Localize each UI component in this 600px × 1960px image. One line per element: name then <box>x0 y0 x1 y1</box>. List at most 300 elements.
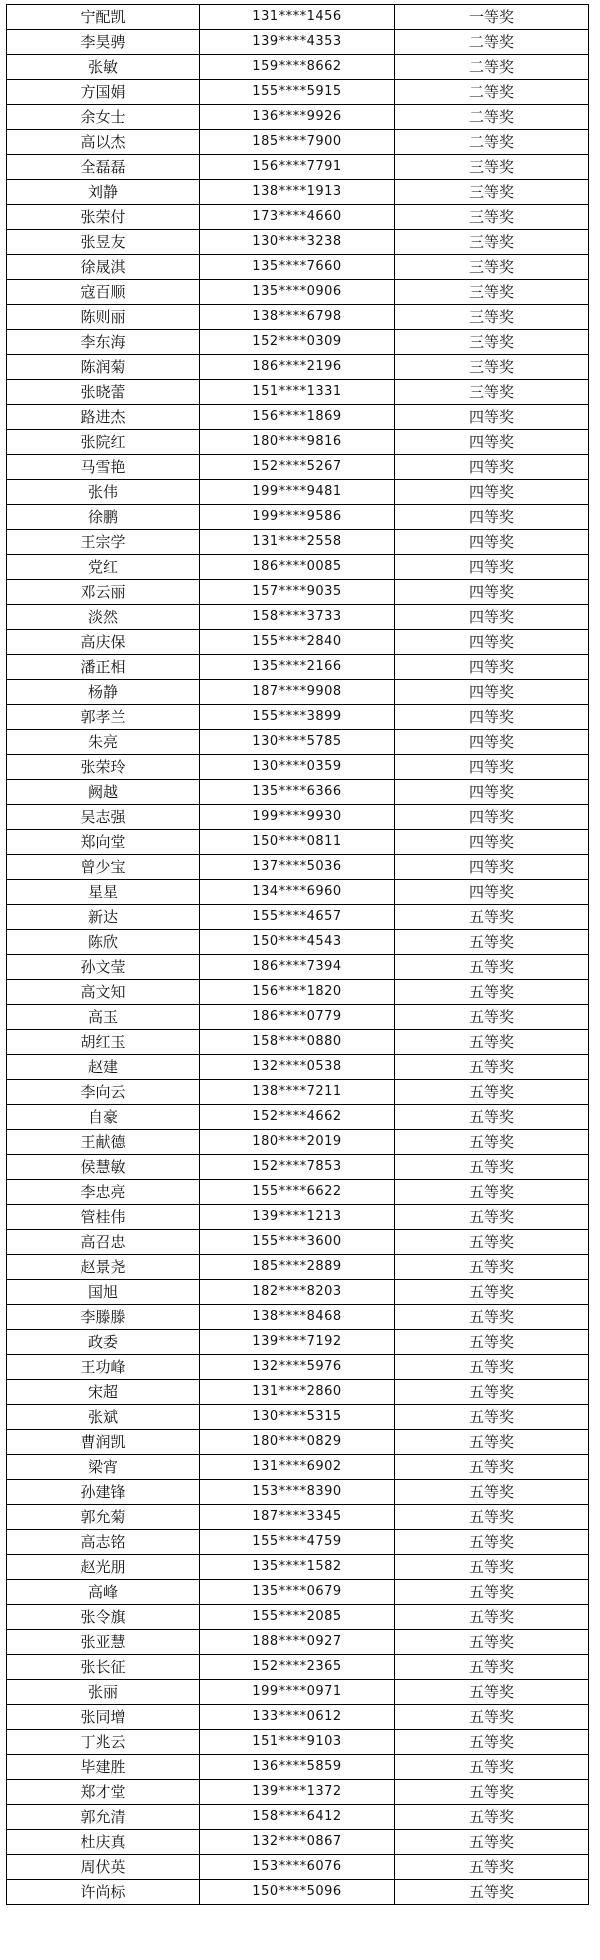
table-row <box>7 580 589 605</box>
winner-name-cell: 宋超 <box>7 1380 200 1405</box>
winner-prize-cell: 四等奖 <box>395 780 589 805</box>
winner-prize-cell: 五等奖 <box>395 1130 589 1155</box>
winner-phone-cell: 139****1372 <box>200 1780 395 1805</box>
winner-prize-cell: 四等奖 <box>395 655 589 680</box>
winner-prize-cell: 五等奖 <box>395 905 589 930</box>
table-row <box>7 1730 589 1755</box>
table-row <box>7 980 589 1005</box>
winner-prize-cell: 三等奖 <box>395 380 589 405</box>
table-row <box>7 180 589 205</box>
table-row <box>7 1705 589 1730</box>
winner-prize-cell: 五等奖 <box>395 1655 589 1680</box>
winner-name-cell: 张晓蕾 <box>7 380 200 405</box>
table-row <box>7 1055 589 1080</box>
winner-name-cell: 李滕滕 <box>7 1305 200 1330</box>
winners-sheet <box>6 4 588 1905</box>
winner-name-cell: 阙越 <box>7 780 200 805</box>
winner-prize-cell: 三等奖 <box>395 155 589 180</box>
table-row <box>7 1755 589 1780</box>
winner-phone-cell: 157****9035 <box>200 580 395 605</box>
winner-prize-cell: 四等奖 <box>395 730 589 755</box>
winner-phone-cell: 131****1456 <box>200 5 395 30</box>
winner-phone-cell: 135****7660 <box>200 255 395 280</box>
winner-prize-cell: 三等奖 <box>395 180 589 205</box>
table-row <box>7 1605 589 1630</box>
table-row <box>7 1630 589 1655</box>
table-row <box>7 430 589 455</box>
table-row <box>7 1680 589 1705</box>
winner-prize-cell: 五等奖 <box>395 1830 589 1855</box>
table-row <box>7 1005 589 1030</box>
table-row <box>7 1580 589 1605</box>
table-row <box>7 480 589 505</box>
table-row <box>7 1805 589 1830</box>
table-row <box>7 305 589 330</box>
winner-name-cell: 张院红 <box>7 430 200 455</box>
winner-name-cell: 陈欣 <box>7 930 200 955</box>
table-row <box>7 605 589 630</box>
table-row <box>7 5 589 30</box>
table-row <box>7 1030 589 1055</box>
winner-phone-cell: 199****9586 <box>200 505 395 530</box>
winner-phone-cell: 152****4662 <box>200 1105 395 1130</box>
winner-prize-cell: 五等奖 <box>395 1505 589 1530</box>
winner-name-cell: 张丽 <box>7 1680 200 1705</box>
winner-phone-cell: 131****2860 <box>200 1380 395 1405</box>
table-row <box>7 1180 589 1205</box>
table-row <box>7 805 589 830</box>
winner-prize-cell: 五等奖 <box>395 1605 589 1630</box>
winner-prize-cell: 四等奖 <box>395 430 589 455</box>
winner-name-cell: 高玉 <box>7 1005 200 1030</box>
winner-prize-cell: 四等奖 <box>395 530 589 555</box>
table-row <box>7 1655 589 1680</box>
table-row <box>7 1155 589 1180</box>
winner-phone-cell: 180****9816 <box>200 430 395 455</box>
winner-name-cell: 国旭 <box>7 1280 200 1305</box>
table-row <box>7 955 589 980</box>
winner-phone-cell: 158****0880 <box>200 1030 395 1055</box>
winner-name-cell: 张荣付 <box>7 205 200 230</box>
winner-prize-cell: 五等奖 <box>395 1305 589 1330</box>
winner-prize-cell: 四等奖 <box>395 580 589 605</box>
winner-prize-cell: 五等奖 <box>395 1530 589 1555</box>
winner-name-cell: 孙建锋 <box>7 1480 200 1505</box>
winner-prize-cell: 五等奖 <box>395 1405 589 1430</box>
winner-prize-cell: 五等奖 <box>395 1855 589 1880</box>
winner-phone-cell: 152****7853 <box>200 1155 395 1180</box>
table-row <box>7 1355 589 1380</box>
winner-phone-cell: 151****1331 <box>200 380 395 405</box>
winner-phone-cell: 150****5096 <box>200 1880 395 1905</box>
winner-phone-cell: 186****0779 <box>200 1005 395 1030</box>
winner-prize-cell: 三等奖 <box>395 305 589 330</box>
winner-phone-cell: 135****6366 <box>200 780 395 805</box>
winner-name-cell: 郭允清 <box>7 1805 200 1830</box>
winner-prize-cell: 五等奖 <box>395 1330 589 1355</box>
winner-name-cell: 高召忠 <box>7 1230 200 1255</box>
table-row <box>7 105 589 130</box>
winner-name-cell: 赵光朋 <box>7 1555 200 1580</box>
table-row <box>7 1780 589 1805</box>
winner-phone-cell: 199****9930 <box>200 805 395 830</box>
winner-prize-cell: 五等奖 <box>395 1430 589 1455</box>
winner-phone-cell: 132****5976 <box>200 1355 395 1380</box>
winner-prize-cell: 五等奖 <box>395 1230 589 1255</box>
winner-prize-cell: 一等奖 <box>395 5 589 30</box>
winner-name-cell: 吴志强 <box>7 805 200 830</box>
winner-prize-cell: 五等奖 <box>395 930 589 955</box>
winner-prize-cell: 五等奖 <box>395 1705 589 1730</box>
winner-prize-cell: 三等奖 <box>395 255 589 280</box>
table-row <box>7 230 589 255</box>
table-row <box>7 1380 589 1405</box>
table-row <box>7 855 589 880</box>
winner-phone-cell: 133****0612 <box>200 1705 395 1730</box>
table-row <box>7 1855 589 1880</box>
winner-prize-cell: 四等奖 <box>395 805 589 830</box>
table-row <box>7 80 589 105</box>
winner-prize-cell: 五等奖 <box>395 1055 589 1080</box>
winner-prize-cell: 三等奖 <box>395 330 589 355</box>
winner-prize-cell: 四等奖 <box>395 630 589 655</box>
table-row <box>7 30 589 55</box>
winner-name-cell: 党红 <box>7 555 200 580</box>
winner-prize-cell: 五等奖 <box>395 1680 589 1705</box>
winner-phone-cell: 199****0971 <box>200 1680 395 1705</box>
winner-prize-cell: 五等奖 <box>395 1005 589 1030</box>
winner-phone-cell: 138****7211 <box>200 1080 395 1105</box>
winner-phone-cell: 139****4353 <box>200 30 395 55</box>
winner-name-cell: 丁兆云 <box>7 1730 200 1755</box>
winner-name-cell: 徐晟淇 <box>7 255 200 280</box>
table-row <box>7 830 589 855</box>
winner-phone-cell: 182****8203 <box>200 1280 395 1305</box>
winner-prize-cell: 五等奖 <box>395 955 589 980</box>
winner-name-cell: 管桂伟 <box>7 1205 200 1230</box>
winner-phone-cell: 155****3600 <box>200 1230 395 1255</box>
winner-prize-cell: 四等奖 <box>395 505 589 530</box>
winner-name-cell: 政委 <box>7 1330 200 1355</box>
winner-name-cell: 张同增 <box>7 1705 200 1730</box>
winner-name-cell: 张伟 <box>7 480 200 505</box>
winner-name-cell: 王功峰 <box>7 1355 200 1380</box>
winner-name-cell: 郭孝兰 <box>7 705 200 730</box>
winner-phone-cell: 187****9908 <box>200 680 395 705</box>
table-row <box>7 780 589 805</box>
winner-name-cell: 高庆保 <box>7 630 200 655</box>
winner-phone-cell: 188****0927 <box>200 1630 395 1655</box>
winner-phone-cell: 138****1913 <box>200 180 395 205</box>
table-row <box>7 355 589 380</box>
winner-prize-cell: 五等奖 <box>395 1255 589 1280</box>
winner-name-cell: 李忠亮 <box>7 1180 200 1205</box>
winner-phone-cell: 136****5859 <box>200 1755 395 1780</box>
winner-phone-cell: 155****6622 <box>200 1180 395 1205</box>
winner-prize-cell: 三等奖 <box>395 355 589 380</box>
winner-phone-cell: 130****5785 <box>200 730 395 755</box>
table-row <box>7 880 589 905</box>
winner-name-cell: 高以杰 <box>7 130 200 155</box>
winner-phone-cell: 155****3899 <box>200 705 395 730</box>
winner-phone-cell: 135****2166 <box>200 655 395 680</box>
winner-prize-cell: 五等奖 <box>395 1480 589 1505</box>
winner-name-cell: 王献德 <box>7 1130 200 1155</box>
winner-phone-cell: 155****4657 <box>200 905 395 930</box>
winner-name-cell: 淡然 <box>7 605 200 630</box>
winner-phone-cell: 180****2019 <box>200 1130 395 1155</box>
table-row <box>7 1430 589 1455</box>
winner-name-cell: 潘正相 <box>7 655 200 680</box>
winner-name-cell: 曾少宝 <box>7 855 200 880</box>
table-row <box>7 1105 589 1130</box>
winner-phone-cell: 199****9481 <box>200 480 395 505</box>
table-row <box>7 1255 589 1280</box>
table-row <box>7 1305 589 1330</box>
winner-prize-cell: 四等奖 <box>395 680 589 705</box>
winner-phone-cell: 155****5915 <box>200 80 395 105</box>
winner-name-cell: 李昊骋 <box>7 30 200 55</box>
winner-prize-cell: 五等奖 <box>395 1155 589 1180</box>
table-row <box>7 905 589 930</box>
winner-prize-cell: 四等奖 <box>395 455 589 480</box>
winner-name-cell: 高峰 <box>7 1580 200 1605</box>
winner-name-cell: 陈则丽 <box>7 305 200 330</box>
table-row <box>7 330 589 355</box>
winner-phone-cell: 156****7791 <box>200 155 395 180</box>
table-row <box>7 130 589 155</box>
winner-phone-cell: 151****9103 <box>200 1730 395 1755</box>
winner-phone-cell: 186****7394 <box>200 955 395 980</box>
winner-phone-cell: 135****0679 <box>200 1580 395 1605</box>
winner-phone-cell: 130****0359 <box>200 755 395 780</box>
winner-prize-cell: 五等奖 <box>395 1730 589 1755</box>
table-row <box>7 655 589 680</box>
winner-prize-cell: 四等奖 <box>395 880 589 905</box>
winner-phone-cell: 155****4759 <box>200 1530 395 1555</box>
winner-prize-cell: 五等奖 <box>395 1105 589 1130</box>
winner-name-cell: 张荣玲 <box>7 755 200 780</box>
table-row <box>7 755 589 780</box>
table-row <box>7 255 589 280</box>
winner-name-cell: 陈润菊 <box>7 355 200 380</box>
winner-name-cell: 李向云 <box>7 1080 200 1105</box>
winner-phone-cell: 180****0829 <box>200 1430 395 1455</box>
table-row <box>7 1330 589 1355</box>
winner-name-cell: 胡红玉 <box>7 1030 200 1055</box>
winner-prize-cell: 四等奖 <box>395 855 589 880</box>
winner-name-cell: 王宗学 <box>7 530 200 555</box>
winner-name-cell: 高文知 <box>7 980 200 1005</box>
table-row <box>7 205 589 230</box>
table-row <box>7 555 589 580</box>
winner-prize-cell: 五等奖 <box>395 1030 589 1055</box>
winner-phone-cell: 130****5315 <box>200 1405 395 1430</box>
winner-prize-cell: 四等奖 <box>395 480 589 505</box>
winner-prize-cell: 五等奖 <box>395 1580 589 1605</box>
winner-prize-cell: 五等奖 <box>395 1455 589 1480</box>
winner-name-cell: 全磊磊 <box>7 155 200 180</box>
winner-name-cell: 郑向堂 <box>7 830 200 855</box>
winner-phone-cell: 152****0309 <box>200 330 395 355</box>
winner-phone-cell: 135****0906 <box>200 280 395 305</box>
winner-name-cell: 张长征 <box>7 1655 200 1680</box>
winner-prize-cell: 二等奖 <box>395 130 589 155</box>
winner-prize-cell: 五等奖 <box>395 980 589 1005</box>
winner-prize-cell: 二等奖 <box>395 80 589 105</box>
winner-phone-cell: 159****8662 <box>200 55 395 80</box>
winner-phone-cell: 173****4660 <box>200 205 395 230</box>
table-row <box>7 1480 589 1505</box>
table-row <box>7 630 589 655</box>
winner-prize-cell: 五等奖 <box>395 1630 589 1655</box>
winner-name-cell: 许尚标 <box>7 1880 200 1905</box>
table-row <box>7 1130 589 1155</box>
winner-phone-cell: 158****3733 <box>200 605 395 630</box>
winner-name-cell: 李东海 <box>7 330 200 355</box>
winner-name-cell: 张敏 <box>7 55 200 80</box>
table-row <box>7 1505 589 1530</box>
winner-phone-cell: 187****3345 <box>200 1505 395 1530</box>
winner-name-cell: 自豪 <box>7 1105 200 1130</box>
table-row <box>7 505 589 530</box>
table-row <box>7 705 589 730</box>
winner-phone-cell: 150****4543 <box>200 930 395 955</box>
winner-phone-cell: 138****8468 <box>200 1305 395 1330</box>
table-row <box>7 1230 589 1255</box>
table-row <box>7 455 589 480</box>
winner-phone-cell: 132****0538 <box>200 1055 395 1080</box>
winner-phone-cell: 153****8390 <box>200 1480 395 1505</box>
winner-phone-cell: 155****2840 <box>200 630 395 655</box>
winner-name-cell: 方国娟 <box>7 80 200 105</box>
winner-phone-cell: 132****0867 <box>200 1830 395 1855</box>
table-row <box>7 1530 589 1555</box>
winner-name-cell: 余女士 <box>7 105 200 130</box>
winner-name-cell: 新达 <box>7 905 200 930</box>
winner-prize-cell: 四等奖 <box>395 555 589 580</box>
winner-name-cell: 赵景尧 <box>7 1255 200 1280</box>
winner-phone-cell: 185****7900 <box>200 130 395 155</box>
winner-phone-cell: 150****0811 <box>200 830 395 855</box>
table-row <box>7 930 589 955</box>
winner-prize-cell: 五等奖 <box>395 1280 589 1305</box>
winner-prize-cell: 四等奖 <box>395 705 589 730</box>
winner-name-cell: 赵建 <box>7 1055 200 1080</box>
winner-prize-cell: 五等奖 <box>395 1080 589 1105</box>
winner-prize-cell: 五等奖 <box>395 1555 589 1580</box>
table-row <box>7 1880 589 1905</box>
winner-name-cell: 毕建胜 <box>7 1755 200 1780</box>
winner-prize-cell: 三等奖 <box>395 280 589 305</box>
table-row <box>7 1555 589 1580</box>
winner-name-cell: 刘静 <box>7 180 200 205</box>
winner-prize-cell: 四等奖 <box>395 830 589 855</box>
winner-phone-cell: 135****1582 <box>200 1555 395 1580</box>
winner-name-cell: 马雪艳 <box>7 455 200 480</box>
winner-name-cell: 宁配凯 <box>7 5 200 30</box>
winner-prize-cell: 四等奖 <box>395 605 589 630</box>
winner-phone-cell: 137****5036 <box>200 855 395 880</box>
winner-prize-cell: 三等奖 <box>395 205 589 230</box>
winner-name-cell: 张令旗 <box>7 1605 200 1630</box>
winner-prize-cell: 五等奖 <box>395 1355 589 1380</box>
winner-prize-cell: 五等奖 <box>395 1880 589 1905</box>
winner-name-cell: 高志铭 <box>7 1530 200 1555</box>
table-row <box>7 380 589 405</box>
table-row <box>7 1080 589 1105</box>
winner-prize-cell: 二等奖 <box>395 30 589 55</box>
winner-name-cell: 张斌 <box>7 1405 200 1430</box>
winner-phone-cell: 186****2196 <box>200 355 395 380</box>
table-row <box>7 55 589 80</box>
winner-prize-cell: 五等奖 <box>395 1780 589 1805</box>
winner-name-cell: 郑才堂 <box>7 1780 200 1805</box>
winner-phone-cell: 156****1820 <box>200 980 395 1005</box>
winner-phone-cell: 152****5267 <box>200 455 395 480</box>
winner-phone-cell: 158****6412 <box>200 1805 395 1830</box>
winner-name-cell: 侯慧敏 <box>7 1155 200 1180</box>
winner-prize-cell: 五等奖 <box>395 1180 589 1205</box>
winner-phone-cell: 153****6076 <box>200 1855 395 1880</box>
winner-prize-cell: 二等奖 <box>395 105 589 130</box>
winner-prize-cell: 三等奖 <box>395 230 589 255</box>
winner-name-cell: 曹润凯 <box>7 1430 200 1455</box>
winner-phone-cell: 152****2365 <box>200 1655 395 1680</box>
winner-name-cell: 郭允菊 <box>7 1505 200 1530</box>
winner-name-cell: 周伏英 <box>7 1855 200 1880</box>
winner-phone-cell: 185****2889 <box>200 1255 395 1280</box>
winner-name-cell: 杨静 <box>7 680 200 705</box>
winner-prize-cell: 五等奖 <box>395 1805 589 1830</box>
winner-name-cell: 张亚慧 <box>7 1630 200 1655</box>
winner-phone-cell: 139****7192 <box>200 1330 395 1355</box>
winner-phone-cell: 131****2558 <box>200 530 395 555</box>
winner-prize-cell: 二等奖 <box>395 55 589 80</box>
winner-name-cell: 孙文莹 <box>7 955 200 980</box>
winner-name-cell: 梁宵 <box>7 1455 200 1480</box>
table-row <box>7 680 589 705</box>
winner-prize-cell: 五等奖 <box>395 1205 589 1230</box>
winners-table-body <box>7 5 589 1905</box>
winner-prize-cell: 四等奖 <box>395 405 589 430</box>
winner-phone-cell: 138****6798 <box>200 305 395 330</box>
table-row <box>7 730 589 755</box>
winner-phone-cell: 186****0085 <box>200 555 395 580</box>
winners-table <box>6 4 589 1905</box>
winner-name-cell: 星星 <box>7 880 200 905</box>
table-row <box>7 280 589 305</box>
winner-phone-cell: 131****6902 <box>200 1455 395 1480</box>
winner-name-cell: 张昱友 <box>7 230 200 255</box>
winner-phone-cell: 156****1869 <box>200 405 395 430</box>
table-row <box>7 155 589 180</box>
winner-name-cell: 寇百顺 <box>7 280 200 305</box>
winner-phone-cell: 155****2085 <box>200 1605 395 1630</box>
winner-prize-cell: 四等奖 <box>395 755 589 780</box>
winner-name-cell: 徐鹏 <box>7 505 200 530</box>
winner-prize-cell: 五等奖 <box>395 1755 589 1780</box>
table-row <box>7 1205 589 1230</box>
winner-phone-cell: 130****3238 <box>200 230 395 255</box>
winner-phone-cell: 136****9926 <box>200 105 395 130</box>
table-row <box>7 1830 589 1855</box>
table-row <box>7 1455 589 1480</box>
winner-name-cell: 邓云丽 <box>7 580 200 605</box>
winner-name-cell: 路进杰 <box>7 405 200 430</box>
table-row <box>7 1280 589 1305</box>
table-row <box>7 1405 589 1430</box>
